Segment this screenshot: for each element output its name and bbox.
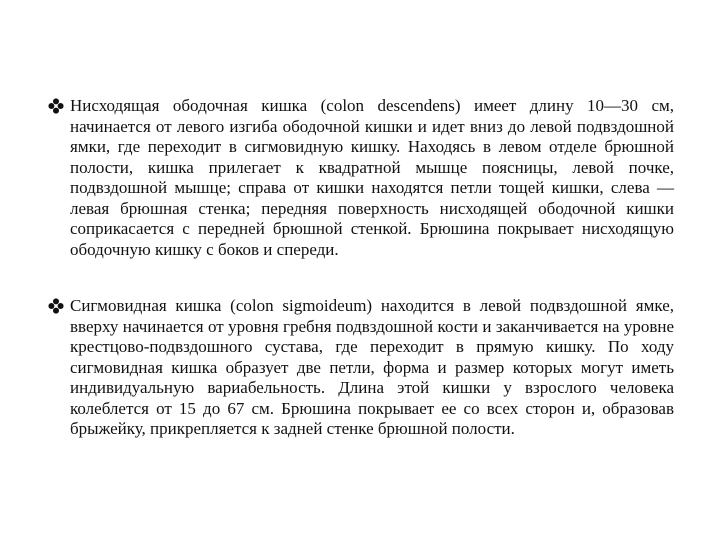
diamond-bullet-icon <box>48 98 64 114</box>
bullet-item-descending-colon <box>48 96 674 260</box>
bullet-text: Сигмовидная кишка (colon sigmoideum) находится в левой подвздошной ямке, вверху начинается от уровня гребня подвздошной кости и заканчивается на уровне крестцово-подвздошного сустава, где переходит в прямую кишку. По ходу сигмовидная кишка образует две петли, форма и размер которых могут иметь индивидуальную вариабельность. Длина этой кишки у взрослого человека колеблется от 15 до 67 см. Брюшина покрывает ее со всех сторон и, образовав брыжейку, прикрепляется к задней стенке брюшной полости. <box>70 296 674 438</box>
diamond-bullet-icon <box>48 298 64 314</box>
bullet-text: Нисходящая ободочная кишка (colon descendens) имеет длину 10—30 см, начинается от левого изгиба ободочной кишки и идет вниз до левой подвздошной ямки, где переходит в сигмовидную кишку. Находясь в левом отделе брюшной полости, кишка прилегает к квадратной мышце поясницы, левой почке, подвздошной мышце; справа от кишки находятся петли тощей кишки, слева — левая брюшная стенка; передняя поверхность нисходящей ободочной кишки соприкасается с передней брюшной стенкой. Брюшина покрывает нисходящую ободочную кишку с боков и спереди. <box>70 96 674 259</box>
bullet-item-sigmoid-colon <box>48 296 674 440</box>
